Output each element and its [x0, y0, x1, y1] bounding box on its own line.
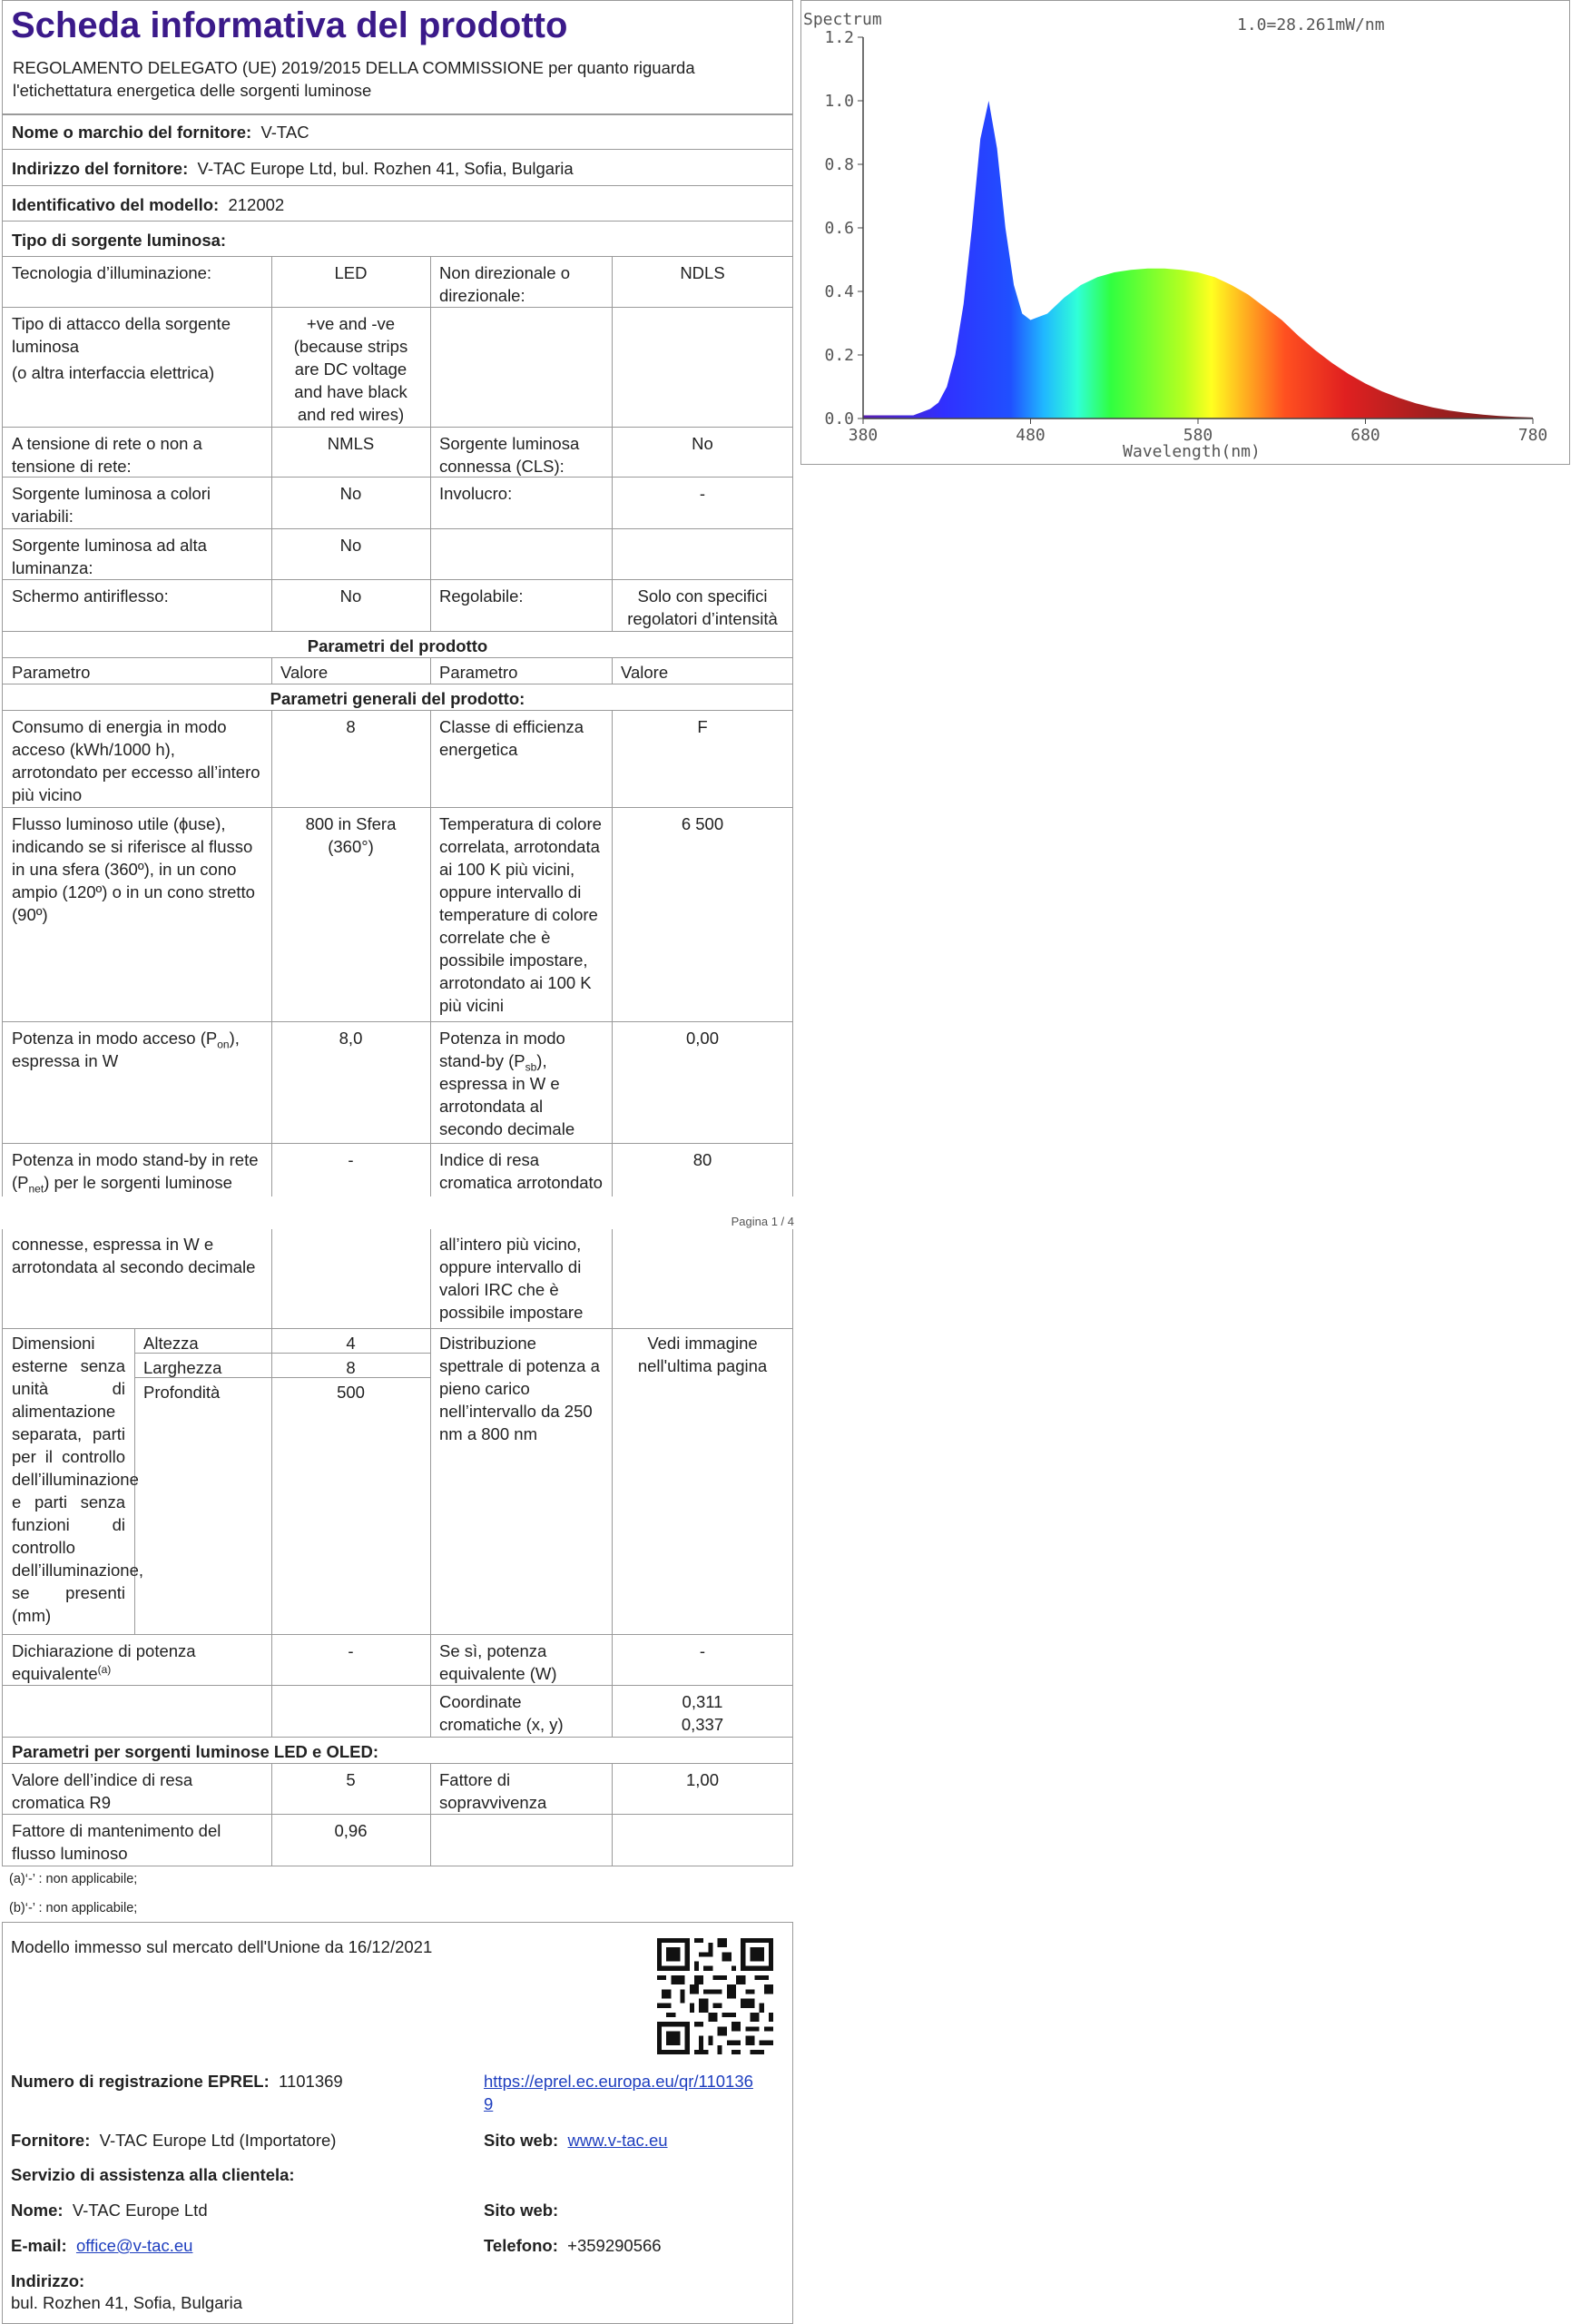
class-label: Classe di efficienza energetica: [439, 717, 584, 759]
led-title-row: [2, 1737, 793, 1764]
y-tick-label: 1.0: [824, 92, 854, 111]
params-header-row: [2, 657, 793, 684]
envelope-label: Involucro:: [439, 484, 513, 503]
note-b: (b)‘-’ : non applicabile;: [9, 1901, 138, 1915]
mains-value: NMLS: [327, 434, 375, 453]
website2-label: Sito web:: [484, 2201, 559, 2220]
depth-value: 500: [337, 1383, 365, 1402]
spd-label: Distribuzione spettrale di potenza a pieno carico nell’intervallo da 250 nm a 800 nm: [439, 1334, 600, 1443]
supplier-name-value: V-TAC: [260, 123, 309, 142]
height-label: Altezza: [143, 1334, 199, 1353]
eprel-label: Numero di registrazione EPREL:: [11, 2072, 270, 2091]
equiv-w-label: Se sì, potenza equivalente (W): [439, 1641, 557, 1683]
x-tick-label: 780: [1517, 426, 1548, 445]
col-value-1: Valore: [280, 663, 329, 682]
page-title: Scheda informativa del prodotto: [11, 5, 568, 45]
eprel-value: 1101369: [279, 2072, 343, 2091]
lumen-value: 0,96: [334, 1821, 368, 1840]
mains-label: A tensione di rete o non a tensione di rete:: [12, 434, 202, 476]
note-a: (a)‘-’ : non applicabile;: [9, 1872, 138, 1886]
phone-value: +359290566: [567, 2236, 662, 2255]
general-title-row: [2, 684, 793, 711]
cri-label-cont: all’intero più vicino, oppure intervallo di valori IRC che è possibile impostare: [439, 1235, 584, 1322]
width-value: 8: [346, 1358, 356, 1377]
y-tick-label: 0.4: [824, 282, 854, 301]
spectrum-svg: [801, 1, 1569, 464]
pnet-row: [2, 1143, 793, 1197]
dimensions-row: [2, 1328, 793, 1635]
supplier-name-label: Nome o marchio del fornitore:: [12, 123, 252, 142]
page-break: [0, 1196, 799, 1209]
equiv-value: -: [348, 1641, 354, 1660]
col-param-1: Parametro: [12, 663, 91, 682]
col-param-2: Parametro: [439, 663, 518, 682]
luminance-label: Sorgente luminosa ad alta luminanza:: [12, 536, 207, 577]
glare-row: [2, 579, 793, 632]
cap-row: [2, 307, 793, 428]
cap-value: +ve and -ve (because strips are DC voltage and have black and red wires): [293, 314, 408, 424]
footer-supplier-value: V-TAC Europe Ltd (Importatore): [99, 2131, 337, 2150]
psb-label-text-2: ), espressa in W e arrotondata al secondo decimale: [439, 1051, 575, 1138]
tech-row: [2, 256, 793, 308]
energy-value: 8: [346, 717, 356, 736]
pon-label-text: Potenza in modo acceso (P: [12, 1029, 218, 1048]
supplier-address-row: [2, 149, 793, 186]
chart-title: Spectrum: [803, 10, 882, 29]
y-tick-label: 1.2: [824, 28, 854, 47]
y-tick-group: [824, 28, 863, 428]
luminance-row: [2, 528, 793, 580]
footer-supplier-label: Fornitore:: [11, 2131, 91, 2150]
height-value: 4: [346, 1334, 356, 1353]
pnet-sub: net: [28, 1182, 44, 1196]
qr-code-icon: [657, 1938, 773, 2054]
directional-value: NDLS: [680, 263, 725, 282]
email-label: E-mail:: [11, 2236, 67, 2255]
source-type-row: [2, 221, 793, 257]
service-label: Servizio di assistenza alla clientela:: [11, 2165, 295, 2184]
cri-label: Indice di resa cromatica arrotondato: [439, 1150, 603, 1192]
chart-scale-note: 1.0=28.261mW/nm: [1237, 15, 1385, 34]
y-tick-label: 0.2: [824, 346, 854, 365]
glare-label: Schermo antiriflesso:: [12, 586, 169, 606]
lumen-label: Fattore di mantenimento del flusso luminoso: [12, 1821, 221, 1863]
source-type-label: Tipo di sorgente luminosa:: [12, 231, 227, 250]
x-tick-label: 680: [1350, 426, 1380, 445]
address-value: bul. Rozhen 41, Sofia, Bulgaria: [11, 2293, 243, 2312]
phone-label: Telefono:: [484, 2236, 558, 2255]
lumen-row: [2, 1814, 793, 1866]
spd-value: Vedi immagine nell'ultima pagina: [637, 1334, 768, 1375]
pon-label-text-2: ), espressa in W: [12, 1029, 240, 1070]
model-label: Identificativo del modello:: [12, 195, 220, 214]
color-label: Sorgente luminosa a colori variabili:: [12, 484, 211, 526]
led-title: Parametri per sorgenti luminose LED e OLED:: [12, 1742, 379, 1761]
equiv-label: Dichiarazione di potenza equivalente: [12, 1641, 196, 1683]
r9-row: [2, 1763, 793, 1815]
energy-row: [2, 710, 793, 808]
pon-sub: on: [217, 1038, 230, 1051]
y-tick-label: 0.0: [824, 409, 854, 428]
envelope-value: -: [699, 484, 706, 503]
general-title: Parametri generali del prodotto:: [270, 689, 525, 708]
x-tick-group: [849, 419, 1548, 445]
x-tick-label: 580: [1183, 426, 1213, 445]
energy-label: Consumo di energia in modo acceso (kWh/1000 h), arrotondato per eccesso all’intero più vicino: [12, 717, 260, 804]
survival-value: 1,00: [685, 1770, 719, 1789]
depth-label: Profondità: [143, 1383, 221, 1402]
psb-label-text: Potenza in modo stand-by (P: [439, 1029, 565, 1070]
pnet-label-text-2: ) per le sorgenti luminose: [44, 1173, 232, 1192]
tech-value: LED: [334, 263, 368, 282]
params-title-row: [2, 631, 793, 658]
pon-value: 8,0: [339, 1029, 363, 1048]
params-title: Parametri del prodotto: [307, 636, 488, 655]
supplier-name-row: [2, 114, 793, 150]
dims-label: Dimensioni esterne senza unità di alimentazione separata, parti per il controllo dell’illuminazione e parti senza funzioni di controllo dell’illuminazione, se presenti (mm): [12, 1334, 143, 1625]
color-value: No: [339, 484, 362, 503]
website-label: Sito web:: [484, 2131, 559, 2150]
chart-xlabel: Wavelength(nm): [1123, 442, 1261, 461]
pnet-label-text: Potenza in modo stand-by in rete (P: [12, 1150, 259, 1192]
supplier-address-value: V-TAC Europe Ltd, bul. Rozhen 41, Sofia, Bulgaria: [197, 159, 574, 178]
regulation-text: REGOLAMENTO DELEGATO (UE) 2019/2015 DELLA COMMISSIONE per quanto riguarda l'etichettatura energetica delle sorgenti luminose: [13, 58, 695, 100]
model-value: 212002: [228, 195, 285, 214]
cct-value: 6 500: [681, 814, 724, 833]
spectrum-chart: [800, 0, 1570, 465]
cls-value: No: [692, 434, 713, 453]
pnet-label: [3, 1146, 271, 1196]
chroma-label: Coordinate cromatiche (x, y): [439, 1692, 564, 1734]
page-number: Pagina 1 / 4: [731, 1215, 794, 1228]
address-label: Indirizzo:: [11, 2271, 85, 2290]
mains-row: [2, 427, 793, 478]
equiv-label-cell: [3, 1637, 271, 1688]
equiv-sup: (a): [97, 1662, 112, 1676]
dimmable-value: Solo con specifici regolatori d’intensità: [627, 586, 778, 628]
contact-name-value: V-TAC Europe Ltd: [72, 2201, 208, 2220]
r9-value: 5: [346, 1770, 356, 1789]
model-row: [2, 185, 793, 222]
r9-label: Valore dell’indice di resa cromatica R9: [12, 1770, 193, 1812]
y-tick-label: 0.8: [824, 155, 854, 174]
directional-label: Non direzionale o direzionale:: [439, 263, 570, 305]
width-label: Larghezza: [143, 1358, 222, 1377]
equiv-w-value: -: [699, 1641, 706, 1660]
col-value-2: Valore: [621, 663, 669, 682]
cct-label: Temperatura di colore correlata, arrotondata ai 100 K più vicini, oppure intervallo di temperature di colore correlate che è possibile impostare, arrotondato ai 100 K più vicini: [439, 814, 602, 1015]
glare-value: No: [339, 586, 362, 606]
psb-sub: sb: [525, 1060, 537, 1074]
equiv-row: [2, 1634, 793, 1686]
email-link[interactable]: office@v-tac.eu: [75, 2236, 193, 2255]
chroma-y: 0,337: [681, 1715, 724, 1734]
pnet-cont-row: [2, 1229, 793, 1329]
eprel-link[interactable]: https://eprel.ec.europa.eu/qr/1101369: [484, 2072, 753, 2113]
cri-value: 80: [692, 1150, 712, 1169]
dimmable-label: Regolabile:: [439, 586, 524, 606]
psb-label: [430, 1024, 612, 1143]
pnet-value: -: [348, 1150, 354, 1169]
flux-row: [2, 807, 793, 1022]
color-row: [2, 477, 793, 529]
x-tick-label: 380: [848, 426, 879, 445]
luminance-value: No: [339, 536, 362, 555]
pnet-label-cont: connesse, espressa in W e arrotondata al secondo decimale: [12, 1235, 256, 1276]
survival-label: Fattore di sopravvivenza: [439, 1770, 547, 1812]
power-row: [2, 1021, 793, 1144]
psb-value: 0,00: [685, 1029, 719, 1048]
tech-label: Tecnologia d’illuminazione:: [12, 263, 212, 282]
website-link[interactable]: www.v-tac.eu: [567, 2131, 668, 2150]
cap-label: Tipo di attacco della sorgente luminosa: [12, 314, 231, 356]
x-tick-label: 480: [1016, 426, 1046, 445]
flux-label: Flusso luminoso utile (ϕuse), indicando se si riferisce al flusso in una sfera (360º), in un cono ampio (120º) o in un cono stretto (90º): [12, 814, 255, 924]
flux-value: 800 in Sfera (360°): [305, 814, 397, 856]
market-text: Modello immesso sul mercato dell'Unione da 16/12/2021: [11, 1937, 433, 1956]
cls-label: Sorgente luminosa connessa (CLS):: [439, 434, 580, 476]
chroma-row: [2, 1685, 793, 1738]
cap-label-2: (o altra interfaccia elettrica): [12, 363, 215, 382]
chroma-x: 0,311: [682, 1692, 723, 1711]
pon-label: [3, 1024, 271, 1075]
class-value: F: [697, 717, 708, 736]
y-tick-label: 0.6: [824, 219, 854, 238]
contact-name-label: Nome:: [11, 2201, 64, 2220]
supplier-address-label: Indirizzo del fornitore:: [12, 159, 189, 178]
